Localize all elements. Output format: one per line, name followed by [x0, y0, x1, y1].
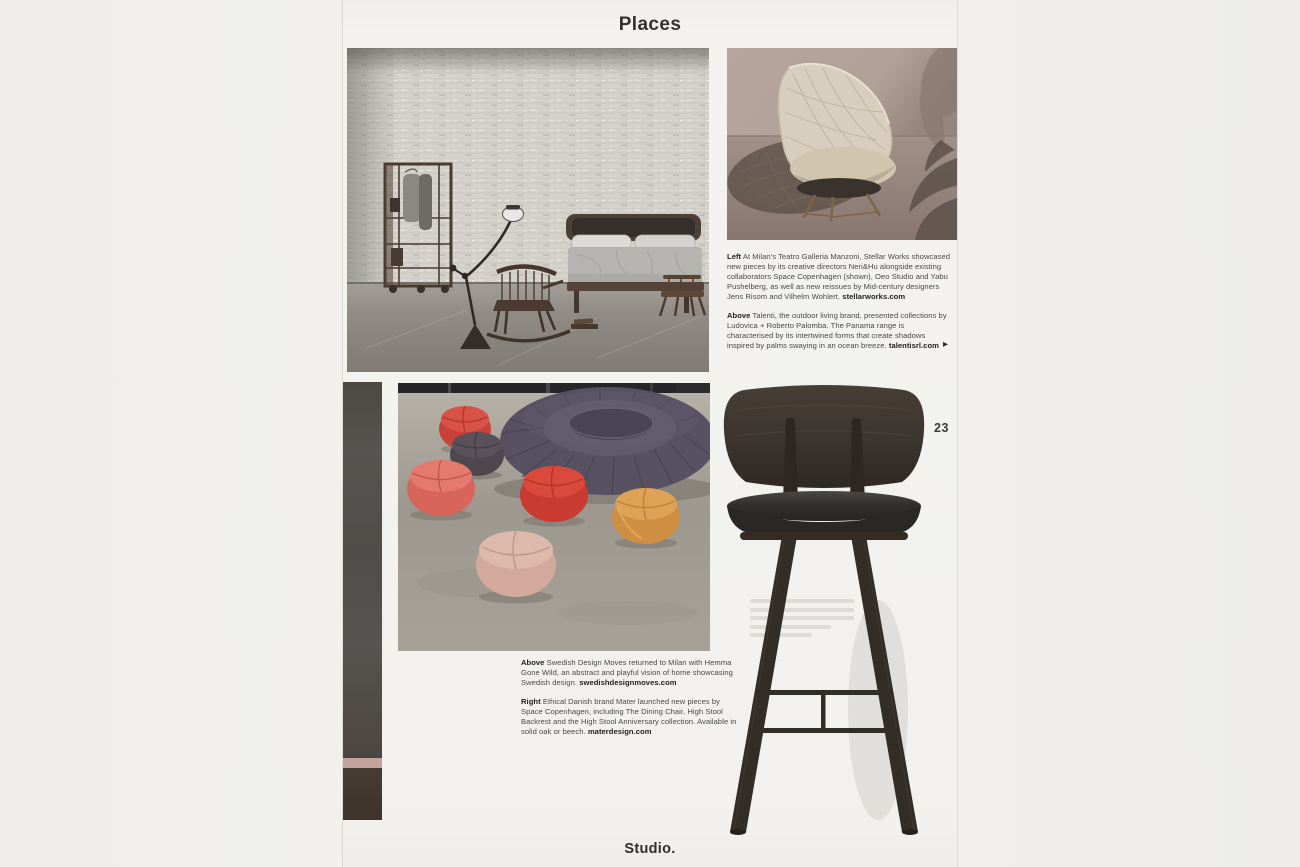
- sliver-pink-band: [343, 758, 382, 768]
- caption-lead-above: Above: [521, 658, 545, 667]
- bedroom-illustration: [347, 48, 709, 372]
- caption-stellar-works: [727, 252, 950, 302]
- magazine-name: Studio.: [624, 841, 676, 857]
- caption-lead-left: Left: [727, 252, 742, 261]
- poufs-illustration: [398, 383, 710, 651]
- panama-chair-illustration: [727, 48, 957, 240]
- caption-body: Ethical Danish brand Mater launched new pieces by Space Copenhagen, including The Dining Chair, High Stool Backrest and the High Stool Anniversary collection. Available in solid oak or beech.: [521, 697, 737, 736]
- caption-link-swedishdesignmoves: swedishdesignmoves.com: [579, 678, 677, 687]
- photo-poufs: [398, 383, 710, 651]
- stool-backrest: [724, 385, 924, 488]
- photo-high-stool: [700, 380, 948, 842]
- caption-body: Swedish Design Moves returned to Milan with Hemma Gone Wild, an abstract and playful vision of home showcasing Swedish design.: [521, 658, 733, 687]
- caption-body: Talenti, the outdoor living brand, presented collections by Ludovica + Roberto Palomba. The Panama range is characterised by its intertwined forms that create shadows inspired by palms swaying in an ocean breeze.: [727, 311, 947, 350]
- stool-seat-frame: [740, 532, 908, 540]
- sliver-bottom-area: [343, 768, 382, 820]
- caption-column-right: [727, 252, 950, 360]
- caption-talenti: [727, 311, 950, 351]
- photo-panama-chair: [727, 48, 957, 240]
- caption-body: At Milan's Teatro Galleria Manzoni, Stellar Works showcased new pieces by its creative directors Neri&Hu alongside existing collaborators Space Copenhagen (shown), Oeo Studio and Yabu Pushelberg, as well as new reissues by Mid-century designers Jens Risom and Vilhelm Wohlert.: [727, 252, 950, 301]
- caption-lead-right: Right: [521, 697, 541, 706]
- caption-lead-above: Above: [727, 311, 751, 320]
- caption-link-talenti: talentisrl.com: [888, 341, 939, 350]
- page-title: Places: [618, 14, 682, 35]
- caption-link-stellarworks: stellarworks.com: [842, 292, 906, 301]
- caption-link-materdesign: materdesign.com: [587, 727, 652, 736]
- sliver-dark-area: [343, 382, 382, 758]
- stool-stretcher-connector: [821, 690, 826, 733]
- page-number: 23: [934, 421, 949, 435]
- photo-edge-sliver: [343, 382, 382, 820]
- high-stool-illustration: [700, 380, 948, 842]
- magazine-page: [343, 0, 957, 867]
- photo-bedroom: [347, 48, 709, 372]
- stool-leg-left: [730, 536, 797, 832]
- more-arrow-icon: ▶: [942, 341, 948, 348]
